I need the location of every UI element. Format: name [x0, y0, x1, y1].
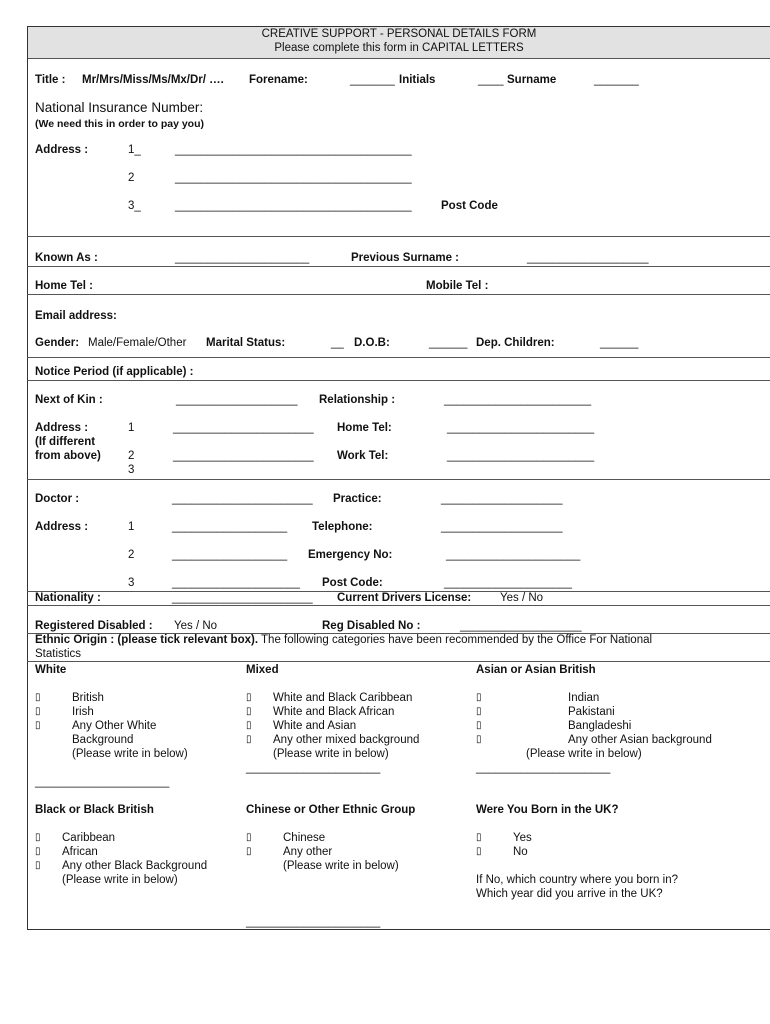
gender-options[interactable]: Male/Female/Other [88, 337, 187, 349]
doctor-addr-line-1[interactable]: __________________ [172, 521, 288, 533]
kin-address-label: Address : [35, 422, 89, 434]
checkbox-mixed-caribbean[interactable] [246, 692, 254, 704]
checkbox-white-irish[interactable] [35, 706, 43, 718]
nok-field[interactable]: ___________________ [176, 394, 298, 406]
title-options[interactable]: Mr/Mrs/Miss/Ms/Mx/Dr/ …. [82, 74, 224, 86]
dep-children-label: Dep. Children: [476, 337, 555, 349]
asian-item: Indian [568, 692, 600, 704]
checkbox-mixed-african[interactable] [246, 706, 254, 718]
divider [27, 380, 770, 381]
checkbox-asian-pakistani[interactable] [476, 706, 484, 718]
doctor-addr-num-1: 1 [128, 521, 135, 533]
divider [27, 479, 770, 480]
chinese-heading: Chinese or Other Ethnic Group [246, 804, 416, 816]
black-item: Any other Black Background [62, 860, 208, 872]
ni-note: (We need this in order to pay you) [35, 118, 204, 130]
dob-label: D.O.B: [354, 337, 390, 349]
address-line-2[interactable]: _____________________________________ [175, 172, 412, 184]
doctor-addr-line-3[interactable]: ____________________ [172, 577, 300, 589]
divider [27, 266, 770, 267]
doctor-addr-num-3: 3 [128, 577, 135, 589]
emergency-field[interactable]: _____________________ [446, 549, 581, 561]
form-header [28, 27, 770, 59]
white-heading: White [35, 664, 67, 676]
checkbox-black-other[interactable] [35, 860, 43, 872]
prev-surname-label: Previous Surname : [351, 252, 460, 264]
checkbox-asian-bangladeshi[interactable] [476, 720, 484, 732]
dep-children-field[interactable]: ______ [600, 337, 639, 349]
reg-disabled-options[interactable]: Yes / No [174, 620, 218, 632]
mobile-tel-label: Mobile Tel : [426, 280, 489, 292]
born-uk-heading: Were You Born in the UK? [476, 804, 619, 816]
asian-heading: Asian or Asian British [476, 664, 596, 676]
ni-label: National Insurance Number: [35, 100, 204, 115]
license-label: Current Drivers License: [337, 592, 472, 604]
ethnic-heading [35, 634, 652, 646]
black-item: Caribbean [62, 832, 116, 844]
black-heading: Black or Black British [35, 804, 154, 816]
white-item: Irish [72, 706, 94, 718]
nationality-label: Nationality : [35, 592, 101, 604]
mixed-item: White and Black Caribbean [273, 692, 413, 704]
asian-write-in[interactable]: _____________________ [476, 762, 611, 774]
born-item: Yes [513, 832, 532, 844]
initials-label: Initials [399, 74, 436, 86]
checkbox-asian-indian[interactable] [476, 692, 484, 704]
checkbox-mixed-asian[interactable] [246, 720, 254, 732]
white-extra-1: Background [72, 734, 134, 746]
home-tel-label: Home Tel : [35, 280, 93, 292]
checkbox-mixed-other[interactable] [246, 734, 254, 746]
doctor-addr-num-2: 2 [128, 549, 135, 561]
mixed-extra: (Please write in below) [273, 748, 389, 760]
practice-field[interactable]: ___________________ [441, 493, 563, 505]
doctor-postcode-label: Post Code: [322, 577, 383, 589]
address-num-1: 1_ [128, 144, 141, 156]
kin-addr-num-2: 2 [128, 450, 135, 462]
address-num-3: 3_ [128, 200, 141, 212]
forename-field[interactable]: _______ [350, 74, 395, 86]
postcode-label: Post Code [441, 200, 498, 212]
surname-label: Surname [507, 74, 557, 86]
divider [27, 294, 770, 295]
dob-field[interactable]: ______ [429, 337, 468, 349]
kin-addr-line-1[interactable]: ______________________ [173, 422, 314, 434]
asian-item: Pakistani [568, 706, 615, 718]
form-subtitle: Please complete this form in CAPITAL LETTERS [274, 42, 524, 54]
kin-if-different: (If different [35, 436, 96, 448]
prev-surname-field[interactable]: ___________________ [527, 252, 649, 264]
ethnic-heading-line2: Statistics [35, 648, 82, 660]
checkbox-white-british[interactable] [35, 692, 43, 704]
kin-work-tel-label: Work Tel: [337, 450, 389, 462]
reg-disabled-no-field[interactable]: ___________________ [460, 620, 582, 632]
chinese-item: Any other [283, 846, 333, 858]
reg-disabled-no-label: Reg Disabled No : [322, 620, 421, 632]
telephone-field[interactable]: ___________________ [441, 521, 563, 533]
doctor-postcode-field[interactable]: ____________________ [444, 577, 572, 589]
divider [27, 236, 770, 237]
ethnic-heading-rest: The following categories have been recommended by the Office For National [261, 634, 653, 646]
nok-label: Next of Kin : [35, 394, 103, 406]
form-frame [27, 26, 770, 930]
black-item: African [62, 846, 98, 858]
mixed-item: Any other mixed background [273, 734, 420, 746]
initials-field[interactable]: ____ [478, 74, 504, 86]
white-item: Any Other White [72, 720, 157, 732]
divider [27, 661, 770, 662]
divider [27, 357, 770, 358]
address-label: Address : [35, 144, 89, 156]
checkbox-born-yes[interactable] [476, 832, 484, 844]
doctor-address-label: Address : [35, 521, 89, 533]
marital-label: Marital Status: [206, 337, 286, 349]
kin-home-tel-label: Home Tel: [337, 422, 392, 434]
kin-addr-num-3: 3 [128, 464, 135, 476]
black-extra: (Please write in below) [62, 874, 178, 886]
kin-from-above: from above) [35, 450, 101, 462]
nationality-field[interactable]: ______________________ [172, 592, 313, 604]
born-item: No [513, 846, 528, 858]
practice-label: Practice: [333, 493, 382, 505]
email-label: Email address: [35, 310, 117, 322]
checkbox-asian-other[interactable] [476, 734, 484, 746]
born-question-1: If No, which country where you born in? [476, 874, 678, 886]
telephone-label: Telephone: [312, 521, 373, 533]
mixed-item: White and Asian [273, 720, 357, 732]
asian-item: Bangladeshi [568, 720, 632, 732]
chinese-item: Chinese [283, 832, 326, 844]
checkbox-black-african[interactable] [35, 846, 43, 858]
chinese-extra: (Please write in below) [283, 860, 399, 872]
white-write-in[interactable]: _____________________ [35, 776, 170, 788]
asian-extra: (Please write in below) [526, 748, 642, 760]
asian-item: Any other Asian background [568, 734, 712, 746]
mixed-write-in[interactable]: _____________________ [246, 762, 381, 774]
white-extra-2: (Please write in below) [72, 748, 188, 760]
notice-period-label: Notice Period (if applicable) : [35, 366, 194, 378]
ethnic-heading-bold: Ethnic Origin : (please tick relevant box). [35, 634, 259, 646]
kin-home-tel-field[interactable]: _______________________ [447, 422, 595, 434]
kin-addr-line-2[interactable]: ______________________ [173, 450, 314, 462]
reg-disabled-label: Registered Disabled : [35, 620, 153, 632]
checkbox-other-ethnic[interactable] [246, 846, 254, 858]
license-options[interactable]: Yes / No [500, 592, 544, 604]
relationship-label: Relationship : [319, 394, 396, 406]
address-line-1[interactable]: _____________________________________ [175, 144, 412, 156]
kin-work-tel-field[interactable]: _______________________ [447, 450, 595, 462]
divider [27, 605, 770, 606]
surname-field[interactable]: _______ [594, 74, 639, 86]
emergency-label: Emergency No: [308, 549, 393, 561]
white-item: British [72, 692, 104, 704]
form-title: CREATIVE SUPPORT - PERSONAL DETAILS FORM [261, 28, 537, 40]
address-num-2: 2 [128, 172, 135, 184]
doctor-field[interactable]: ______________________ [172, 493, 313, 505]
title-label: Title : [35, 74, 66, 86]
born-question-2: Which year did you arrive in the UK? [476, 888, 663, 900]
doctor-label: Doctor : [35, 493, 80, 505]
doctor-addr-line-2[interactable]: __________________ [172, 549, 288, 561]
forename-label: Forename: [249, 74, 308, 86]
chinese-write-in[interactable]: _____________________ [246, 916, 381, 928]
relationship-field[interactable]: _______________________ [444, 394, 592, 406]
checkbox-born-no[interactable] [476, 846, 484, 858]
gender-label: Gender: [35, 337, 80, 349]
checkbox-white-other[interactable] [35, 720, 43, 732]
checkbox-black-caribbean[interactable] [35, 832, 43, 844]
mixed-item: White and Black African [273, 706, 395, 718]
address-line-3[interactable]: _____________________________________ [175, 200, 412, 212]
mixed-heading: Mixed [246, 664, 279, 676]
marital-field[interactable]: __ [331, 337, 344, 349]
kin-addr-num-1: 1 [128, 422, 135, 434]
known-as-label: Known As : [35, 252, 98, 264]
known-as-field[interactable]: _____________________ [175, 252, 310, 264]
checkbox-chinese[interactable] [246, 832, 254, 844]
